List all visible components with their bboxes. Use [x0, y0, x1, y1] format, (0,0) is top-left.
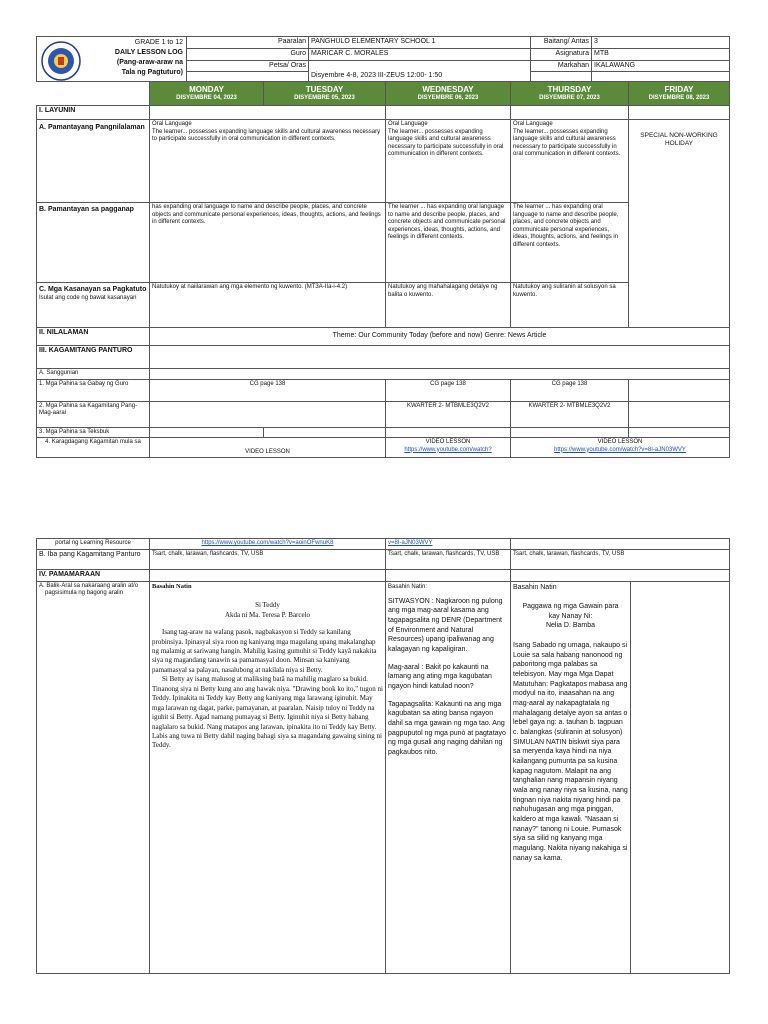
- markahan-value: IKALAWANG: [592, 60, 730, 72]
- holiday-note: SPECIAL NON-WORKING HOLIDAY: [629, 120, 730, 328]
- story-thursday: [511, 581, 631, 973]
- video-wednesday-cell: [386, 438, 511, 458]
- pagganap-wednesday: The learner ... has expanding oral language to name and describe people, places, and concrete objects and communicate personal experiences, ideas, thoughts, actions, and feelings in different contexts.: [386, 203, 511, 283]
- petsa-value: Disyembre 4-8, 2023 III-ZEUS 12:00- 1:50: [309, 60, 531, 82]
- kagamitang-label: 2. Mga Pahina sa Kagamitang Pang-Mag-aaral: [37, 401, 150, 427]
- section-kagamitang: III. KAGAMITANG PANTURO: [37, 346, 150, 369]
- guro-label: Guro: [187, 48, 309, 60]
- kasanayan-thursday: Natutukoy ang suliranin at solusyon sa kuwento.: [511, 283, 629, 328]
- video-link-wednesday-cont[interactable]: v=8I-aJN03WVY: [386, 539, 511, 550]
- video-link-thursday[interactable]: https://www.youtube.com/watch?v=8I-aJN03WVY: [554, 446, 686, 453]
- iba-label: B. Iba pang Kagamitang Panturo: [37, 549, 150, 569]
- day-header-wednesday: WEDNESDAY DISYEMBRE 06, 2023: [386, 82, 511, 106]
- story-title-monday: Si Teddy: [255, 601, 280, 610]
- basahin-thursday: Basahin Natin: [513, 583, 557, 591]
- section-layunin: I. LAYUNIN: [37, 106, 150, 120]
- lesson-log-header: [36, 36, 730, 82]
- teksbuk-label: 3. Mga Pahina sa Teksbuk: [37, 427, 150, 438]
- deped-seal-icon: [41, 41, 81, 81]
- video-thursday: VIDEO LESSON: [597, 439, 643, 445]
- iba-monday: Tsart, chalk, larawan, flashcards, TV, USB: [150, 549, 386, 569]
- section-pamamaraan: IV. PAMAMARAAN: [37, 569, 150, 581]
- logo-cell: [37, 37, 187, 82]
- log-subtitle-2: Tala ng Pagtuturo): [121, 69, 183, 77]
- iba-wednesday: Tsart, chalk, larawan, flashcards, TV, USB: [386, 549, 511, 569]
- kasanayan-sublabel: Isulat ang code ng bawat kasanayan: [39, 294, 137, 301]
- paaralan-label: Paaralan: [187, 37, 309, 49]
- guro-value: MARICAR C. MORALES: [309, 48, 531, 60]
- lesson-log-page2: [36, 538, 730, 974]
- kasanayan-wednesday: Natutukoy ang mahahalagang detalye ng balita o kuwento.: [386, 283, 511, 328]
- video-link-wednesday[interactable]: https://www.youtube.com/watch?: [404, 446, 492, 453]
- balik-aral-label-1: A. Balik-Aral sa nakaraang aralin at/o: [39, 582, 139, 589]
- video-wednesday: VIDEO LESSON: [425, 439, 471, 445]
- story-paragraph-thursday: Isang Sabado ng umaga, nakaupo si Louie sa sala habang nanonood ng paboritong mga palabas sa telebisyon. May mga Mga Dapat Matutuhan: Pagkatapos mabasa ang modyul na ito, inaasahan na ang mag-aaral ay nakapagtatala ng mahalagang detalye ayon sa antas o lebel gaya ng: a. tauhan b. tagpuan c. balangkas (suliranin at solusyon) SIMULAN NATIN biskwit siya para sa meryenda kaya hindi na niya kailangang pumunta pa sa kusina kapag nagutom. Malapit na ang tanghalian nang mapansin niyang wala ang nanay niya sa kusina, nang tingnan niya nakita niyang hindi pa nahuhugasan ang mga pinggan, kaldero at mga kawali. "Nasaan si nanay?" tanong ni Louie. Pumasok siya sa silid ng kanyang mga magulang. Nakita niyang nakahiga si nanay sa kama.: [513, 642, 628, 862]
- kasanayan-monday: Natutukoy at naiilarawan ang mga elemento ng kuwento. (MT3A-IIa-i-4.2): [150, 283, 386, 328]
- baitang-value: 3: [592, 37, 730, 49]
- grade-label: GRADE 1 to 12: [134, 39, 183, 46]
- paaralan-value: PANGHULO ELEMENTARY SCHOOL 1: [309, 37, 531, 49]
- story-paragraph-2: Si Betty ay isang malusog at maliksing batâ na mahilig maglaro sa bukid. Tinanong siya ni Betty kung ano ang hawak niya. "Drawing book ko ito," tugon ni Teddy. Ipinakita ni Teddy kay Betty ang kaniyang mga larawang iginuhit. May mga larawan ng dagat, parke, pamayanan, at paaralan. Naisip tuloy ni Teddy na iguhit si Betty. Agad namang pumayag si Betty. Iginuhit niya si Betty habang naglalaro sa bukid. Nang matapos ang larawan, ipinakita ito ni Teddy kay Betty. Labis ang tuwa ni Betty dahil naging bahagi siya sa magandang gawaing sining ni Teddy.: [152, 675, 383, 750]
- video-link-monday[interactable]: https://www.youtube.com/watch?v=aoinOFwnuK8: [150, 539, 386, 550]
- video-monday: VIDEO LESSON: [150, 438, 386, 458]
- iba-thursday: Tsart, chalk, larawan, flashcards, TV, USB: [511, 549, 730, 569]
- pagganap-monday: has expanding oral language to name and describe people, places, and concrete objects and communicate personal experiences, ideas, thoughts, actions, and feelings in different contexts.: [150, 203, 386, 283]
- asignatura-value: MTB: [592, 48, 730, 60]
- portal-label: portal ng Learning Resource: [37, 539, 150, 550]
- cg-wednesday: CG page 138: [386, 379, 511, 401]
- cg-monday: CG page 138: [150, 379, 386, 401]
- day-header-thursday: THURSDAY DISYEMBRE 07, 2023: [511, 82, 629, 106]
- day-header-monday: MONDAY DISYEMBRE 04, 2023: [150, 82, 264, 106]
- basahin-monday: Basahin Natin: [152, 582, 192, 590]
- pamantayang-monday: Oral Language The learner... possesses expanding language skills and cultural awareness necessary to participate successfully in oral communication in different contexts.: [150, 120, 386, 203]
- pamantayang-wednesday: Oral Language The learner... possesses expanding language skills and cultural awareness necessary to participate successfully in oral communication in different contexts.: [386, 120, 511, 203]
- situation-wednesday: SITWASYON : Nagkaroon ng pulong ang mga mag-aaral kasama ang tagapagsalita ng DENR (Department of Environment and Natural Resources) upang ipaliwanag ang kalagayan ng kapaligiran.: [388, 597, 503, 654]
- day-header-friday: FRIDAY DISYEMBRE 08, 2023: [629, 82, 730, 106]
- baitang-label: Baitang/ Antas: [531, 37, 592, 49]
- story-monday: [150, 581, 386, 973]
- kasanayan-label: C. Mga Kasanayan sa Pagkatuto: [39, 286, 147, 293]
- story-author-thursday: Nelia D. Bamba: [545, 622, 596, 630]
- student-question-wednesday: Mag-aaral : Bakit po kakaunti na lamang ang ating mga kagubatan ngayon hindi katulad noon?: [388, 663, 492, 691]
- gabay-label: 1. Mga Pahina sa Gabay ng Guro: [37, 379, 150, 401]
- pagganap-label: B. Pamantayan sa pagganap: [37, 203, 150, 283]
- basahin-wednesday: Basahin Natin:: [388, 583, 428, 590]
- balik-aral-label-2: pagsisimula ng bagong aralin: [45, 590, 124, 596]
- asignatura-label: Asignatura: [531, 48, 592, 60]
- balik-aral-cell: [37, 581, 150, 973]
- log-title: DAILY LESSON LOG: [114, 49, 183, 57]
- petsa-label: Petsa/ Oras: [187, 60, 309, 72]
- story-paragraph-1: Isang tag-araw na walang pasok, nagbakasyon si Teddy sa kanilang probinsiya. Ipinasyal siya roon ng kaniyang mga magulang upang makalanghap ng malamig at sariwang hangin. Mahilig kasing gumuhit si Teddy kayâ nakakita siya ng magandang tanawin sa pamamasyal doon. Minsan sa kaniyang pamamasyal sa palayan, nasalubong at nakilala niya si Betty.: [152, 628, 377, 674]
- story-title-thursday-1: Paggawa ng mga Gawain para: [522, 603, 619, 611]
- pamantayang-thursday: Oral Language The learner... possesses expanding language skills and cultural awareness necessary to participate successfully in oral communication in different contexts.: [511, 120, 629, 203]
- video-thursday-cell: [511, 438, 730, 458]
- story-wednesday: [386, 581, 511, 973]
- pamantayang-label: A. Pamantayang Pangnilalaman: [37, 120, 150, 203]
- theme-text: Theme: Our Community Today (before and now) Genre: News Article: [150, 328, 730, 346]
- karagdagang-label: 4. Karagdagang Kagamitan mula sa: [37, 438, 150, 458]
- sanggunian-label: A. Sanggunian: [37, 369, 150, 380]
- speaker-answer-wednesday: Tagapagsalita: Kakaunti na ang mga kagubatan sa ating bansa ngayon dahil sa mga gawain ng mga tao. Ang pagpuputol ng mga punò at pagtatayo ng mga gusali ang naging dahilan ng pagkaubos nito.: [388, 700, 506, 756]
- story-author-monday: Akda ni Ma. Teresa P. Barcelo: [224, 610, 311, 619]
- day-header-tuesday: TUESDAY DISYEMBRE 05, 2023: [264, 82, 386, 106]
- story-title-thursday-2: kay Nanay Ni:: [548, 612, 593, 620]
- pagganap-thursday: The learner ... has expanding oral language to name and describe people, places, and concrete objects and communicate personal experiences, ideas, thoughts, actions, and feelings in different contexts.: [511, 203, 629, 283]
- kwarter-wednesday: KWARTER 2- MTBMLE3Q2V2: [386, 401, 511, 427]
- kwarter-thursday: KWARTER 2- MTBMLE3Q2V2: [511, 401, 629, 427]
- section-nilalaman: II. NILALAMAN: [37, 328, 150, 346]
- markahan-label: Markahan: [531, 60, 592, 72]
- cg-thursday: CG page 138: [511, 379, 629, 401]
- kasanayan-cell: [37, 283, 150, 328]
- log-subtitle-1: (Pang-araw-araw na: [116, 59, 183, 67]
- lesson-log-body: [36, 81, 730, 458]
